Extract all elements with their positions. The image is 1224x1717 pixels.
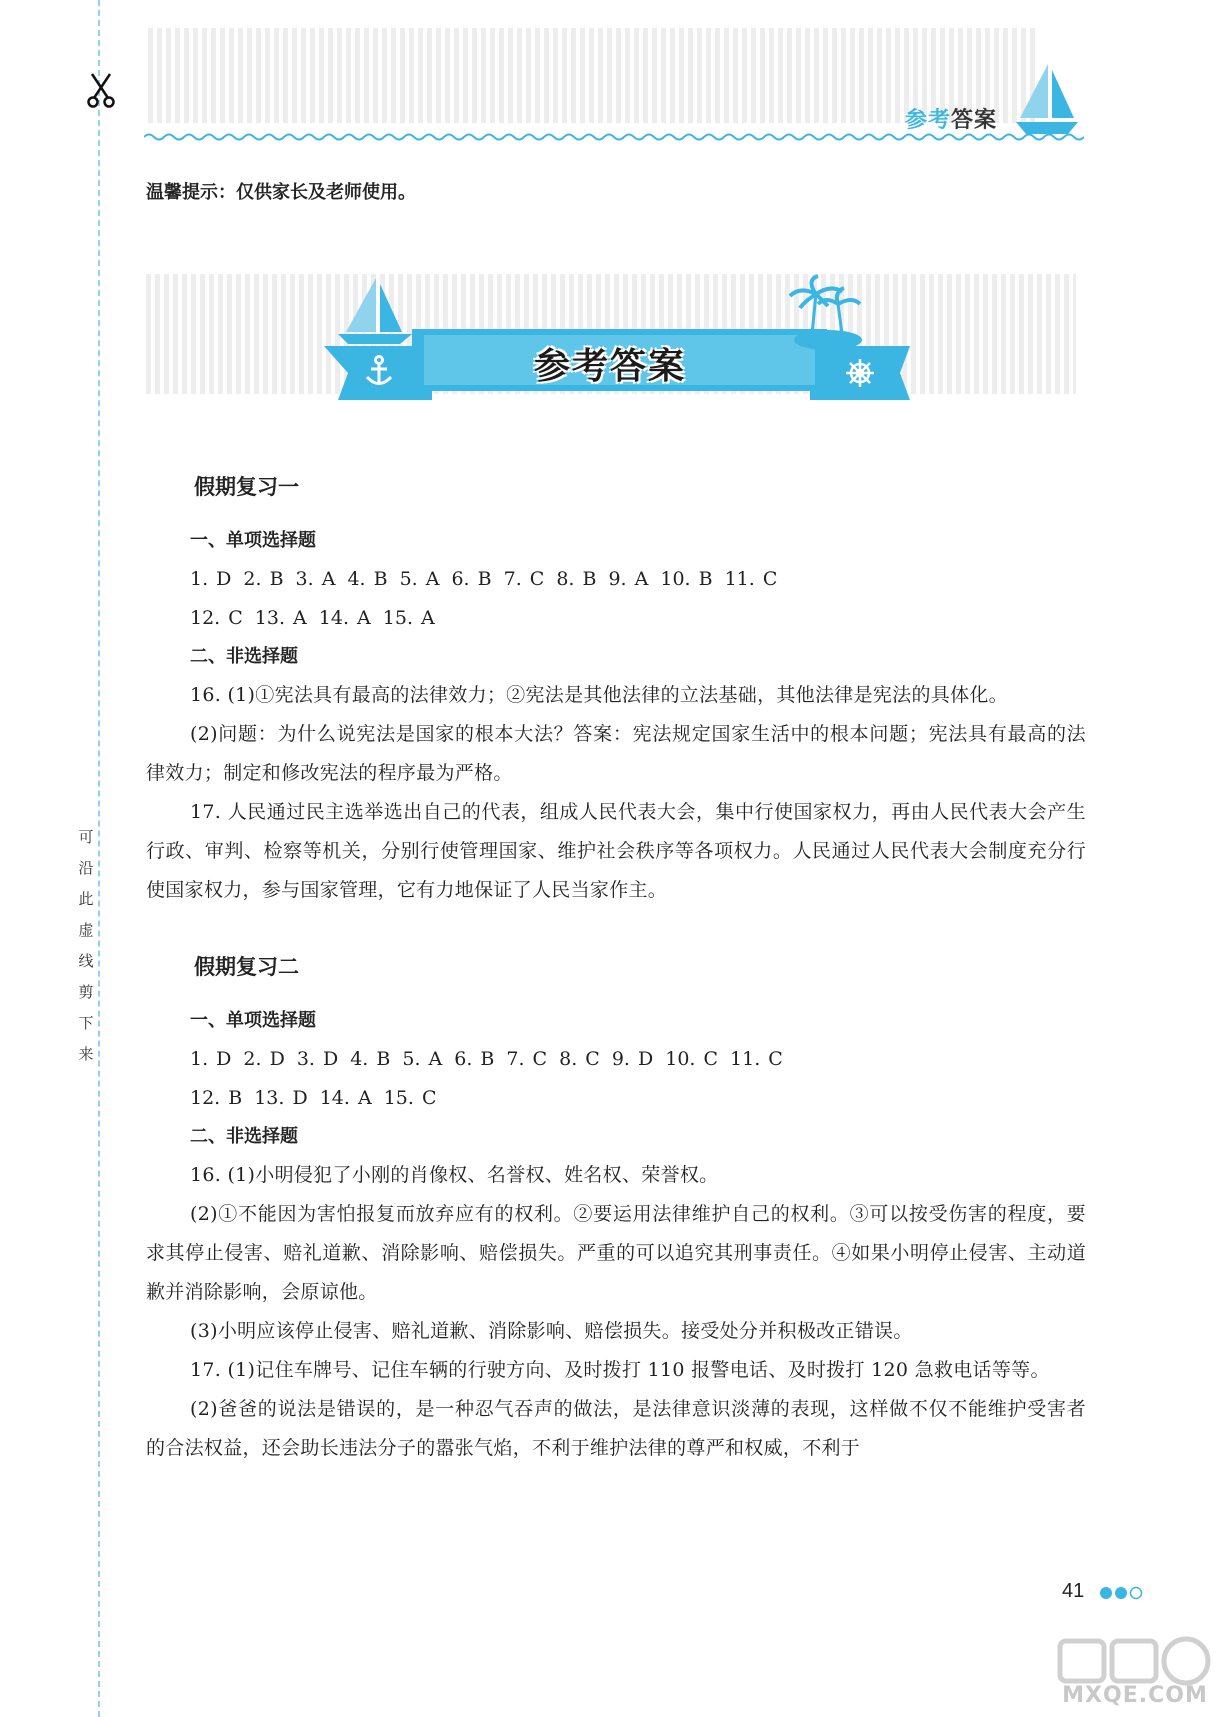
answer-item: 3. A xyxy=(295,568,336,590)
island-palm-icon xyxy=(790,276,862,350)
answer-item: 6. B xyxy=(454,1048,495,1070)
watermark-text: MXQE.COM xyxy=(1062,1683,1208,1708)
answer-row xyxy=(190,599,1086,638)
answer-item: 8. C xyxy=(559,1048,600,1070)
subsection-label: 一、单项选择题 xyxy=(190,1010,316,1031)
tip-notice: 温馨提示：仅供家长及老师使用。 xyxy=(146,182,416,203)
header-wave-line xyxy=(144,132,1084,142)
answer-item: 6. B xyxy=(451,568,492,590)
page-number: 41 xyxy=(1062,1580,1085,1602)
answer-item: 14. A xyxy=(318,607,371,629)
answer-item: 15. C xyxy=(383,1087,437,1109)
answer-item: 5. A xyxy=(399,568,440,590)
banner-title: 参考答案 xyxy=(533,346,686,387)
answer-item: 1. D xyxy=(190,568,232,590)
answer-item: 15. A xyxy=(382,607,435,629)
banner-sailboat-icon xyxy=(338,278,412,344)
answer-item: 12. C xyxy=(190,607,243,629)
answer-item: 10. C xyxy=(665,1048,719,1070)
scissors-icon xyxy=(86,70,116,110)
answer-item: 5. A xyxy=(402,1048,443,1070)
answer-item: 9. A xyxy=(608,568,649,590)
answer-paragraph: 17. (1)记住车牌号、记住车辆的行驶方向、及时拨打 110 报警电话、及时拨打 120 急救电话等等。 xyxy=(190,1359,1050,1381)
cut-note-char: 可 xyxy=(78,828,94,846)
answer-item: 11. C xyxy=(730,1048,783,1070)
page-dots-icon xyxy=(1098,1585,1148,1601)
cut-dashed-line xyxy=(98,0,100,1717)
answer-paragraph: (2)爸爸的说法是错误的，是一种忍气吞声的做法，是法律意识淡薄的表现，这样做不仅不能维护受害者的合法权益，还会助长违法分子的嚣张气焰，不利于维护法律的尊严和权威，不利于 xyxy=(146,1398,1086,1459)
answer-item: 14. A xyxy=(319,1087,372,1109)
answer-paragraph: 16. (1)①宪法具有最高的法律效力；②宪法是其他法律的立法基础，其他法律是宪法的具体化。 xyxy=(190,684,1008,706)
cut-note-char: 虚 xyxy=(78,921,94,939)
subsection-label: 二、非选择题 xyxy=(190,646,298,667)
answer-item: 12. B xyxy=(190,1087,243,1109)
answer-item: 1. D xyxy=(190,1048,232,1070)
section-title: 假期复习一 xyxy=(194,475,299,499)
subsection-label: 二、非选择题 xyxy=(190,1126,298,1147)
answer-content xyxy=(146,470,1086,1468)
answer-item: 13. D xyxy=(254,1087,308,1109)
cut-note-char: 此 xyxy=(78,890,94,908)
answer-paragraph: 17. 人民通过民主选举选出自己的代表，组成人民代表大会，集中行使国家权力，再由人民代表大会产生行政、审判、检察等机关，分别行使管理国家、维护社会秩序等各项权力。人民通过人民代表大会制度充分行使国家权力，参与国家管理，它有力地保证了人民当家作主。 xyxy=(146,801,1086,901)
answer-item: 2. D xyxy=(243,1048,285,1070)
answer-paragraph: (2)①不能因为害怕报复而放弃应有的权利。②要运用法律维护自己的权利。③可以按受伤害的程度，要求其停止侵害、赔礼道歉、消除影响、赔偿损失。严重的可以追究其刑事责任。④如果小明停止侵害、主动道歉并消除影响，会原谅他。 xyxy=(146,1203,1086,1303)
answer-item: 8. B xyxy=(556,568,597,590)
cut-note-char: 来 xyxy=(78,1045,94,1063)
cut-note-char: 线 xyxy=(78,952,94,970)
answer-item: 9. D xyxy=(611,1048,654,1070)
cut-note-char: 沿 xyxy=(78,859,94,877)
answer-paragraph: 16. (1)小明侵犯了小刚的肖像权、名誉权、姓名权、荣誉权。 xyxy=(190,1164,719,1186)
cut-note-char: 剪 xyxy=(78,983,94,1001)
answer-paragraph: (3)小明应该停止侵害、赔礼道歉、消除影响、赔偿损失。接受处分并积极改正错误。 xyxy=(190,1320,913,1342)
answer-item: 4. B xyxy=(347,568,388,590)
section-title: 假期复习二 xyxy=(194,955,299,979)
answer-paragraph: (2)问题：为什么说宪法是国家的根本大法？答案：宪法规定国家生活中的根本问题；宪法具有最高的法律效力；制定和修改宪法的程序最为严格。 xyxy=(146,723,1086,784)
answer-row xyxy=(190,1040,1086,1079)
header-title-highlight: 参考 xyxy=(905,108,952,133)
answer-item: 2. B xyxy=(243,568,284,590)
cut-instruction xyxy=(76,822,96,1070)
subsection-label: 一、单项选择题 xyxy=(190,530,316,551)
ship-wheel-icon xyxy=(846,359,874,387)
answer-row xyxy=(190,1079,1086,1118)
answer-item: 3. D xyxy=(296,1048,339,1070)
answer-item: 4. B xyxy=(350,1048,391,1070)
header-title xyxy=(905,103,997,134)
answer-item: 11. C xyxy=(724,568,778,590)
header-title-rest: 答案 xyxy=(951,108,998,133)
answer-item: 13. A xyxy=(254,607,307,629)
answer-item: 7. C xyxy=(506,1048,548,1070)
cut-note-char: 下 xyxy=(78,1014,94,1032)
answer-row xyxy=(190,560,1086,599)
answer-item: 10. B xyxy=(660,568,713,590)
sailboat-icon xyxy=(1012,62,1082,140)
answer-item: 7. C xyxy=(503,568,545,590)
